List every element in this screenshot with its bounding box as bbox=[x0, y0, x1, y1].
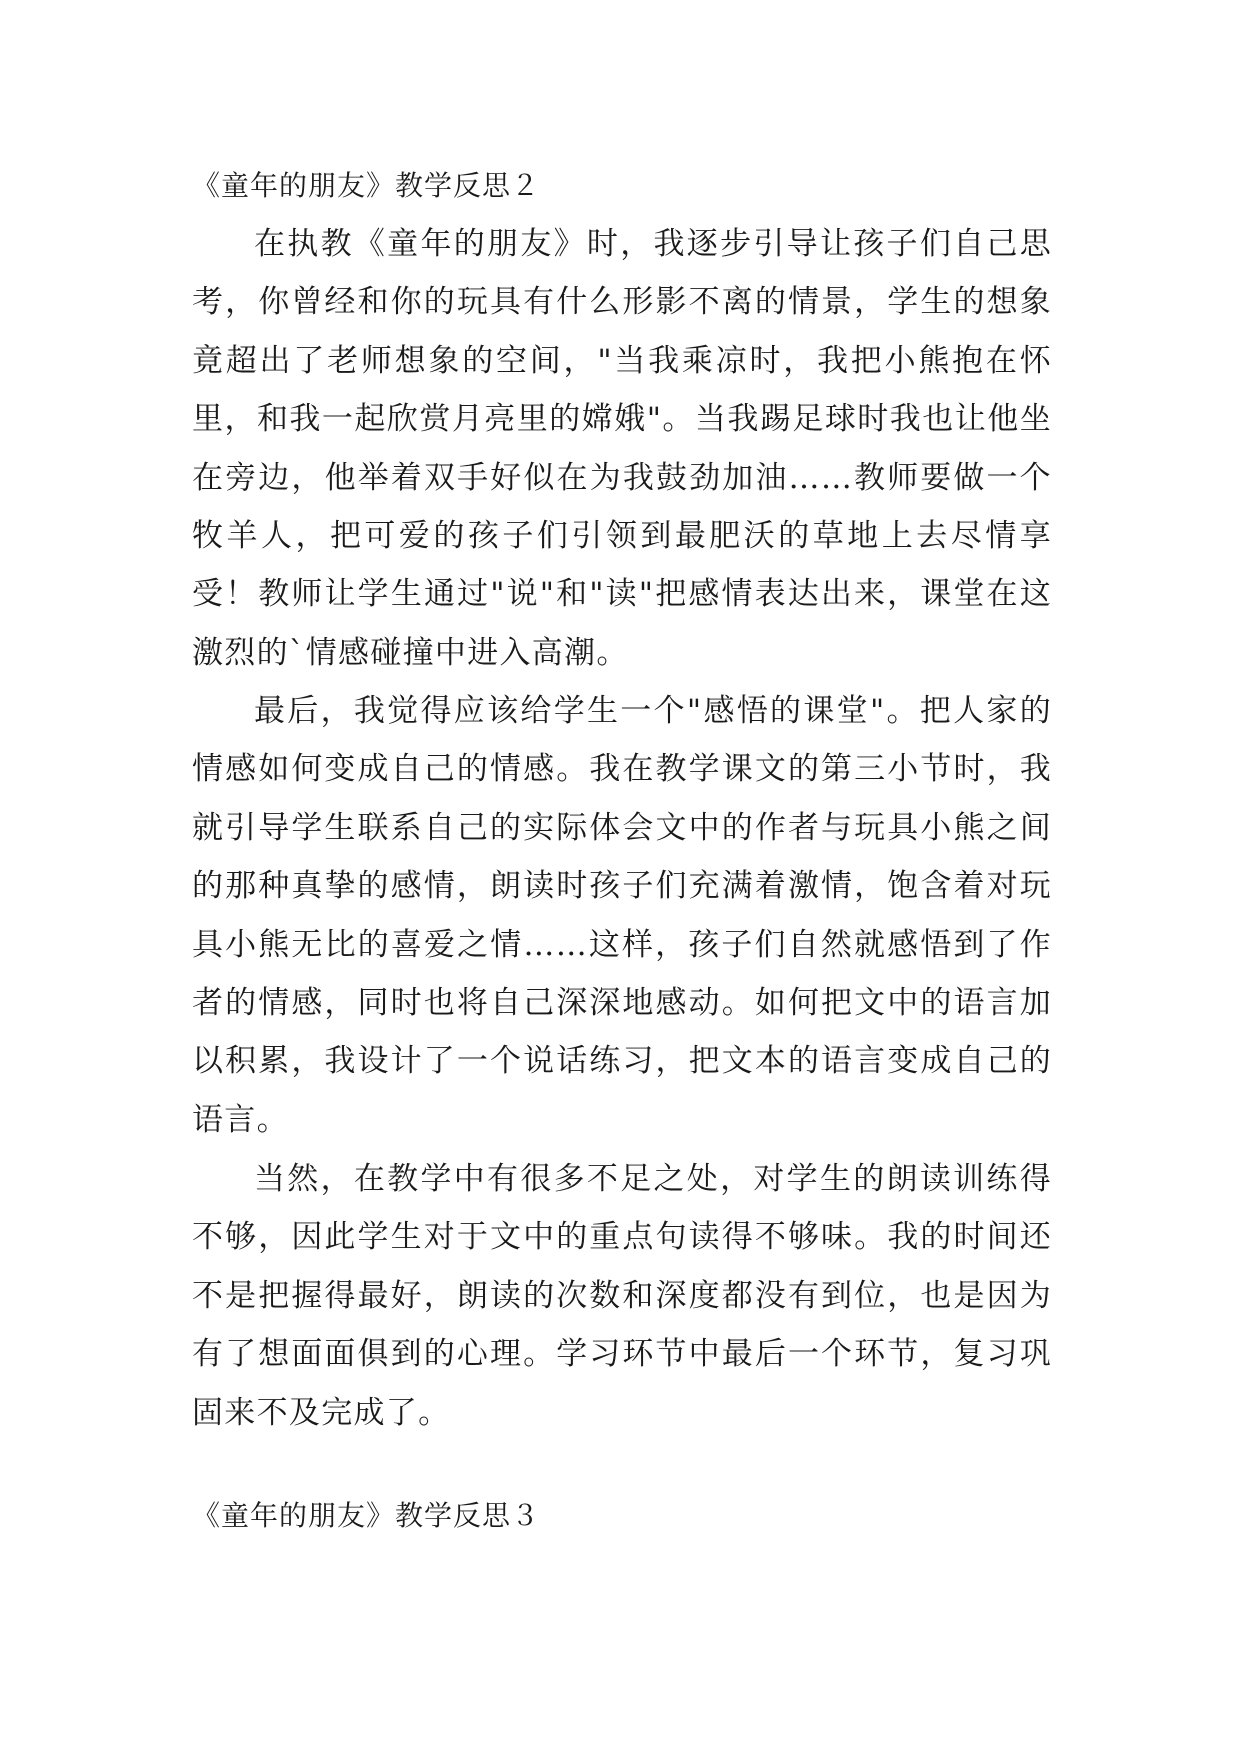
body-paragraph: 最后，我觉得应该给学生一个"感悟的课堂"。把人家的情感如何变成自己的情感。我在教学课文的第三小节时，我就引导学生联系自己的实际体会文中的作者与玩具小熊之间的那种真挚的感情，朗读时孩子们充满着激情，饱含着对玩具小熊无比的喜爱之情……这样，孩子们自然就感悟到了作者的情感，同时也将自己深深地感动。如何把文中的语言加以积累，我设计了一个说话练习，把文本的语言变成自己的语言。 bbox=[192, 693, 1052, 1138]
body-paragraph: 在执教《童年的朋友》时，我逐步引导让孩子们自己思考，你曾经和你的玩具有什么形影不离的情景，学生的想象竟超出了老师想象的空间，"当我乘凉时，我把小熊抱在怀里，和我一起欣赏月亮里的嫦娥"。当我踢足球时我也让他坐在旁边，他举着双手好似在为我鼓劲加油……教师要做一个牧羊人，把可爱的孩子们引领到最肥沃的草地上去尽情享受！教师让学生通过"说"和"读"把感情表达出来，课堂在这激烈的`情感碰撞中进入高潮。 bbox=[192, 226, 1052, 671]
body-paragraph: 当然，在教学中有很多不足之处，对学生的朗读训练得不够，因此学生对于文中的重点句读得不够味。我的时间还不是把握得最好，朗读的次数和深度都没有到位，也是因为有了想面面俱到的心理。学习环节中最后一个环节，复习巩固来不及完成了。 bbox=[192, 1161, 1052, 1431]
section-title: 《童年的朋友》教学反思２ bbox=[192, 169, 541, 202]
section-title: 《童年的朋友》教学反思３ bbox=[192, 1499, 541, 1532]
